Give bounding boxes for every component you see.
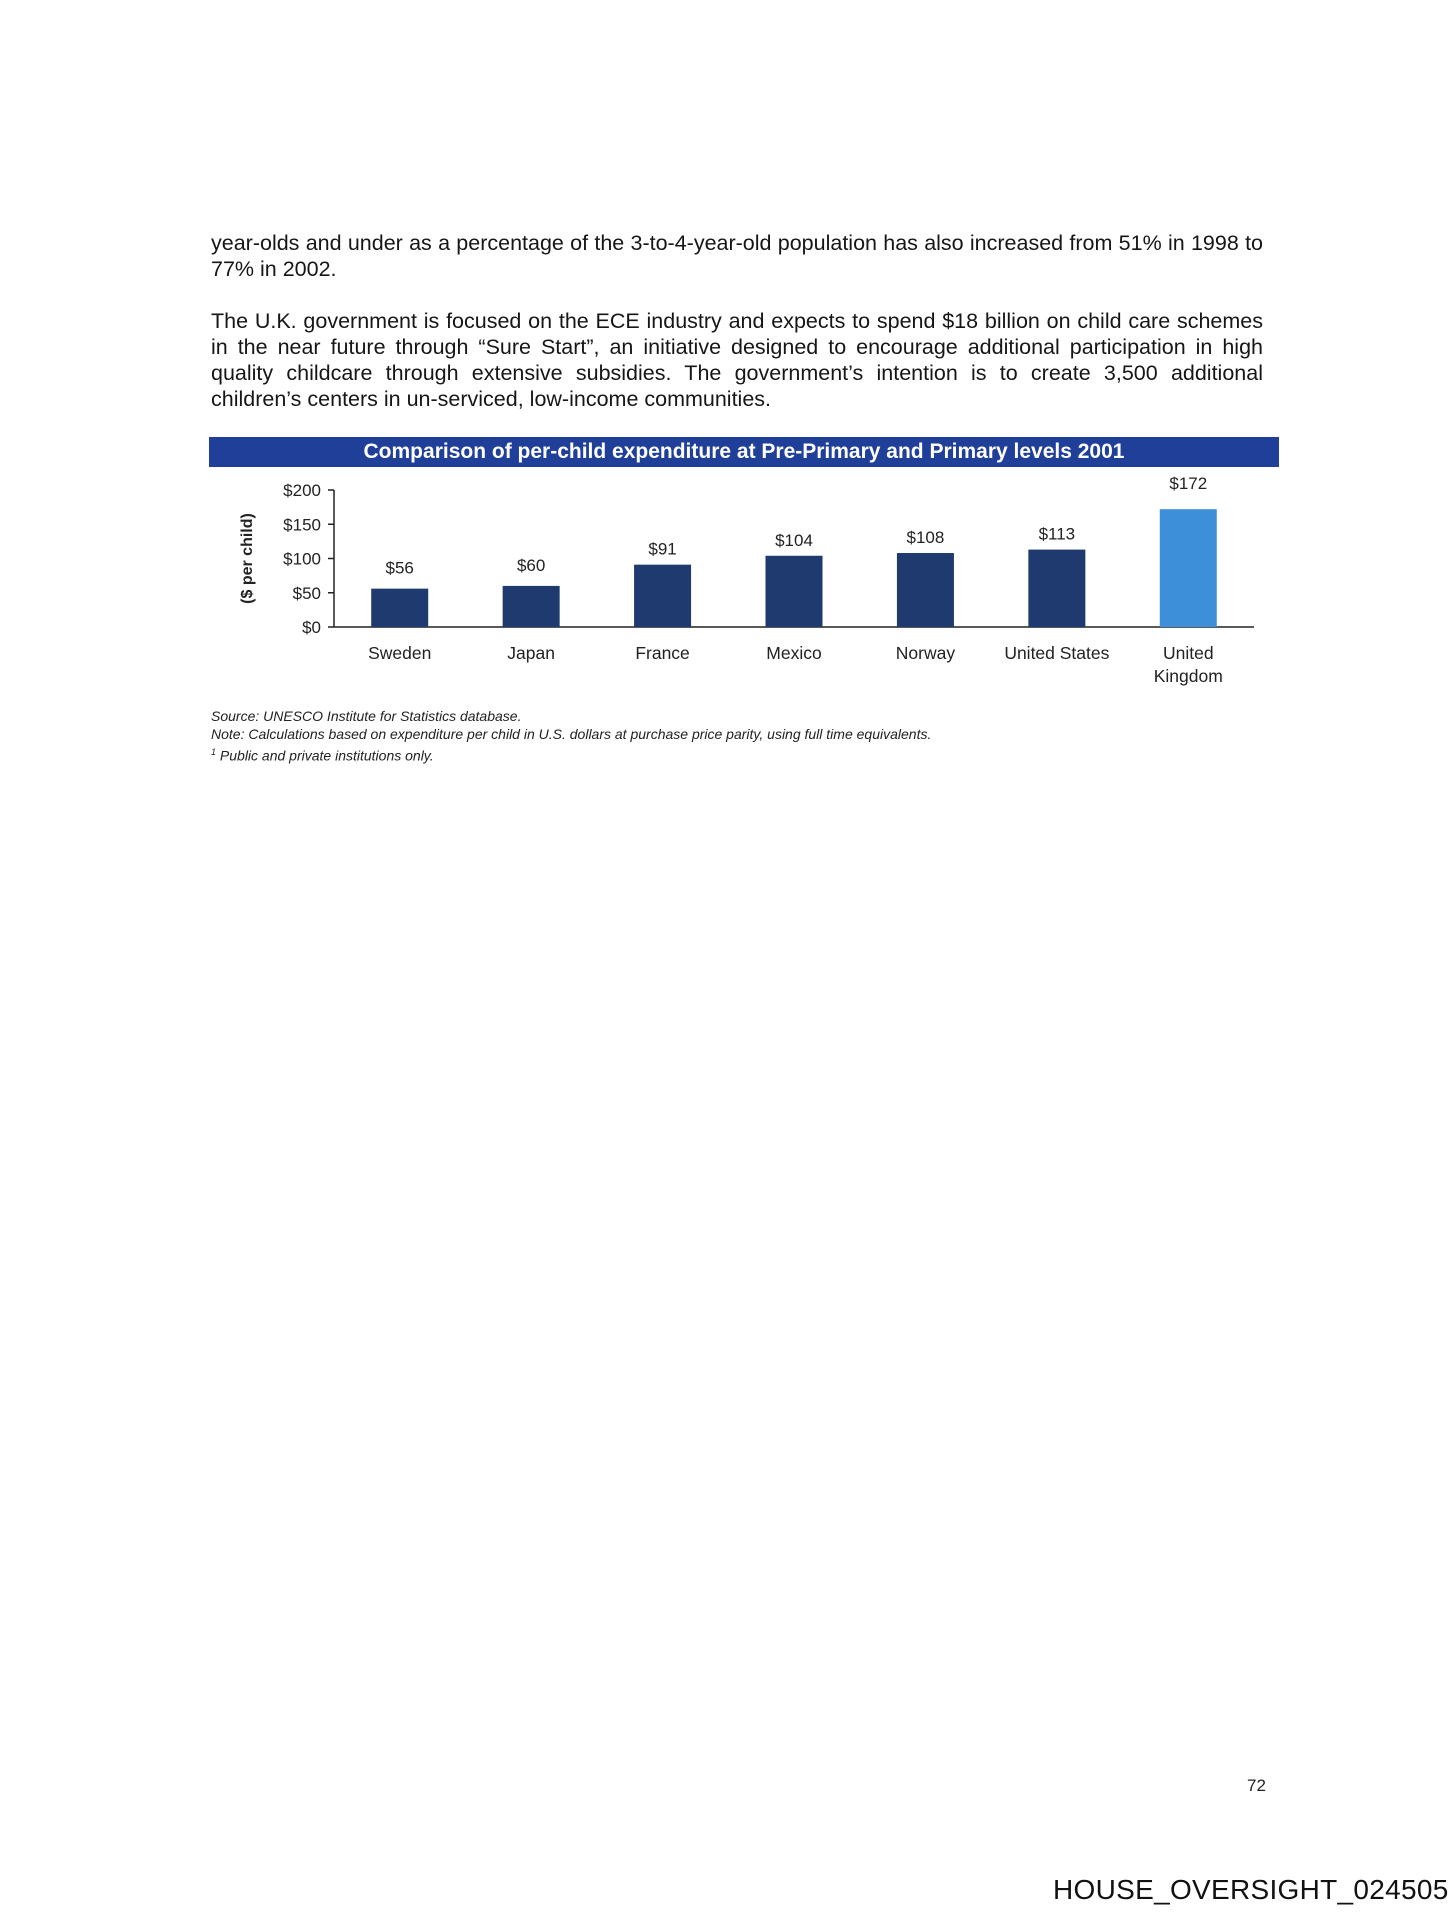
calculation-note: Note: Calculations based on expenditure per child in U.S. dollars at purchase price parity, using full time equivalents.	[211, 726, 932, 742]
bates-number: HOUSE_OVERSIGHT_024505	[1053, 1874, 1449, 1905]
y-tick-label: $200	[283, 481, 321, 500]
data-label: $172	[1169, 474, 1208, 493]
data-label: $91	[648, 539, 677, 559]
y-tick-label: $0	[302, 618, 321, 637]
x-tick-label: Sweden	[368, 643, 432, 663]
y-tick-label: $150	[283, 515, 321, 535]
bar-norway	[897, 553, 954, 627]
x-tick-label: France	[635, 643, 690, 663]
data-label: $104	[775, 530, 813, 550]
body-paragraph-1: year-olds and under as a percentage of the 3-to-4-year-old population has also increased from 51% in 1998 to 77% in 2002.	[211, 231, 1263, 281]
x-tick-label: Kingdom	[1153, 666, 1223, 686]
chart-notes	[211, 707, 931, 765]
page-number: 72	[1247, 1776, 1266, 1795]
bar-chart	[209, 470, 1279, 695]
x-tick-label: Japan	[507, 643, 555, 663]
bar-france	[634, 565, 691, 627]
bar-japan	[503, 586, 560, 627]
y-tick-label: $100	[283, 549, 321, 569]
footnote-text: Public and private institutions only.	[219, 747, 434, 764]
footnote-marker: 1	[211, 747, 217, 757]
footnote	[211, 743, 931, 765]
data-label: $113	[1038, 524, 1076, 544]
bar-united-kingdom	[1160, 509, 1217, 627]
data-label: $108	[906, 528, 945, 548]
data-label: $56	[385, 558, 414, 578]
x-tick-label: United	[1162, 643, 1214, 663]
x-tick-label: Mexico	[766, 643, 822, 663]
body-paragraph-2: The U.K. government is focused on the ECE industry and expects to spend $18 billion on child care schemes in the near future through “Sure Start”, an initiative designed to encourage additional participation in high quality childcare through extensive subsidies. The government’s intention is to create 3,500 additional children’s centers in un-serviced, low-income communities.	[211, 309, 1263, 411]
x-tick-label: Norway	[895, 643, 956, 663]
source-note: Source: UNESCO Institute for Statistics database.	[211, 708, 522, 724]
bar-united-states	[1028, 550, 1085, 627]
chart-title: Comparison of per-child expenditure at Pre-Primary and Primary levels 2001	[209, 437, 1279, 467]
data-label: $60	[516, 555, 546, 575]
x-tick-label: United States	[1004, 643, 1110, 663]
y-axis-label: ($ per child)	[239, 513, 256, 604]
bar-sweden	[371, 589, 428, 627]
bar-mexico	[766, 556, 823, 627]
y-tick-label: $50	[292, 583, 321, 603]
